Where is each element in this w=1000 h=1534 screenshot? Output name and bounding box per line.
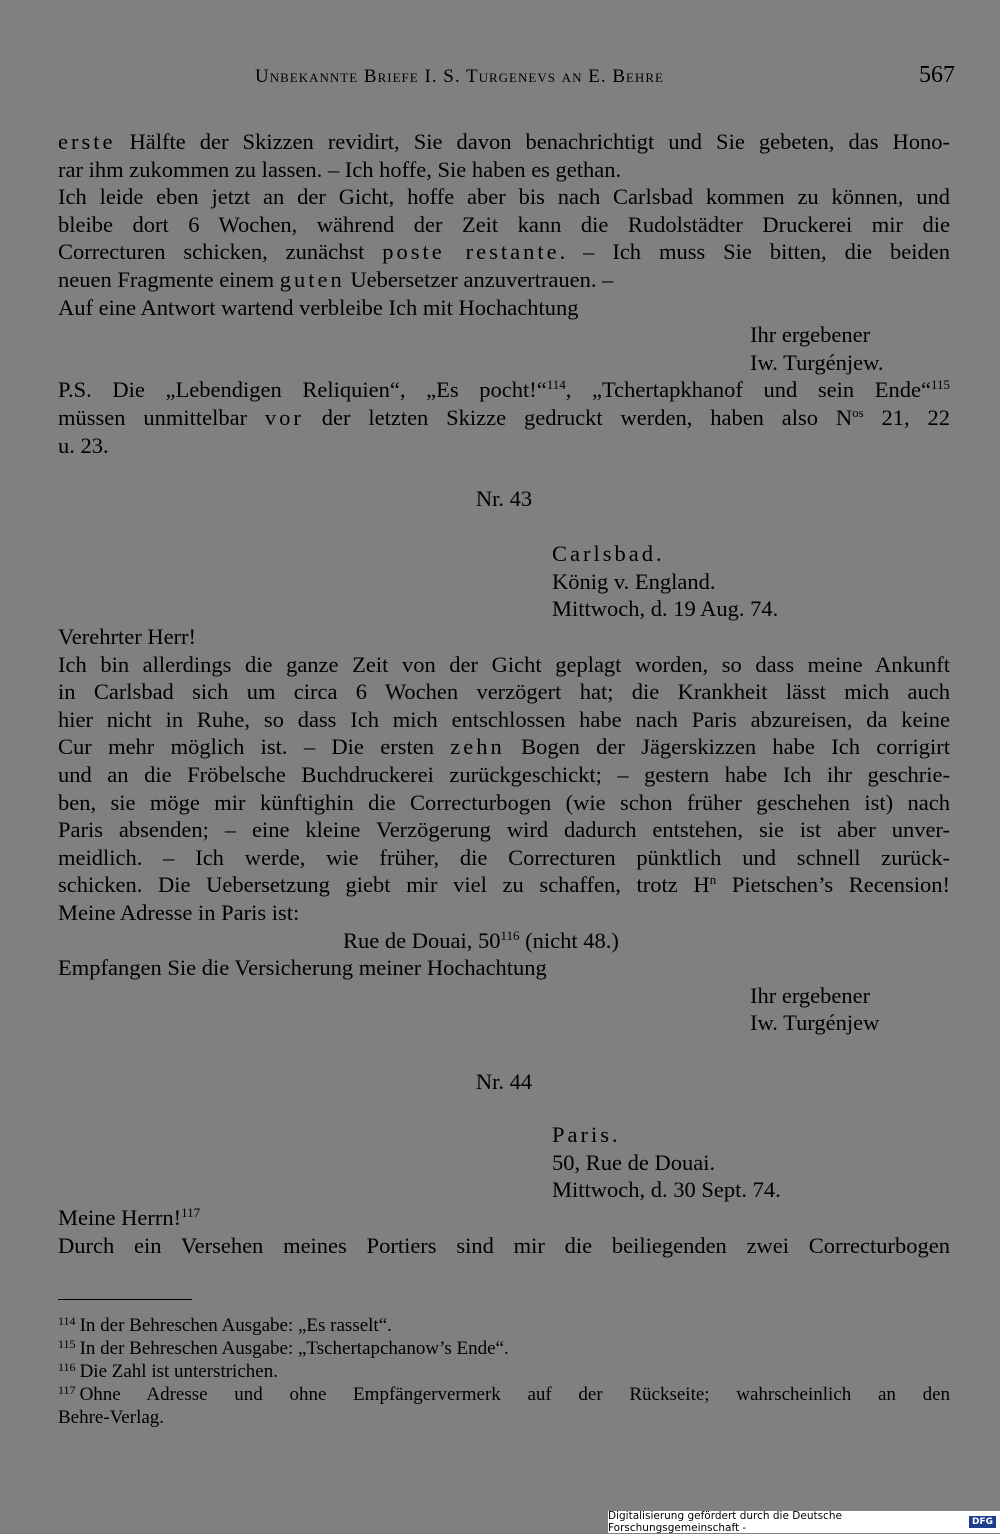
footnote: $^{116}$ Die Zahl ist unterstrichen. [58,1360,278,1382]
postscript-line: müssen unmittelbar vor der letzten Skizze gedruckt werden, haben also $N^{os}$ 21, 22 [58,404,950,430]
signature-name: Iw. Turgénjew. [750,349,884,375]
letter-42-continuation [58,128,950,459]
text-line: Ich leide eben jetzt an der Gicht, hoffe aber bis nach Carlsbad kommen zu können, und [58,184,950,210]
postscript-line: u. 23. [58,432,109,458]
text-line: Auf eine Antwort wartend verbleibe Ich mit Hochachtung [58,294,579,320]
footnote: $^{114}$ In der Behreschen Ausgabe: „Es rasselt“. [58,1314,392,1336]
text-line: neuen Fragmente einem guten Uebersetzer anzuvertrauen. – [58,266,614,292]
text-line: Durch ein Versehen meines Portiers sind mir die beiliegenden zwei Correcturbogen [58,1232,950,1258]
signature-line: Ihr ergebener [750,322,871,348]
salutation: Verehrter Herr! [58,624,197,649]
text-line: hier nicht in Ruhe, so dass Ich mich entschlossen habe nach Paris abzureisen, da keine [58,706,950,732]
footnote-ref: 114 [546,377,566,393]
digitization-credit [608,1511,1000,1533]
footnote-ref: 115 [930,377,950,393]
text-line: erste Hälfte der Skizzen revidirt, Sie davon benachrichtigt und Sie gebeten, das Hono- [58,129,950,154]
text-line: Cur mehr möglich ist. – Die ersten zehn Bogen der Jägerskizzen habe Ich corrigirt [58,734,950,760]
signature-line: Ihr ergebener [750,982,871,1008]
place-line: König v. England. [552,568,716,594]
footnote-divider [58,1299,192,1300]
text-line: rar ihm zukommen zu lassen. – Ich hoffe, Sie haben es gethan. [58,156,622,182]
footnote-continuation: Behre-Verlag. [58,1407,165,1428]
page-number: 567 [919,62,955,88]
dfg-logo-icon: DFG [969,1516,996,1528]
signature-name: Iw. Turgénjew [750,1010,880,1036]
place-line: Carlsbad. [552,541,665,566]
text-line: schicken. Die Uebersetzung giebt mir viel zu schaffen, trotz $H^n$ Pietschen’s Recension! [58,872,950,898]
text-line: Correcturen schicken, zunächst poste restante. – Ich muss Sie bitten, die beiden [58,239,950,265]
text-line: Paris absenden; – eine kleine Verzögerung wird dadurch entstehen, sie ist aber unver- [58,817,950,843]
footnote-ref: 117 [181,1205,201,1220]
address-line: Rue de Douai, $50^{116}$ (nicht 48.) [343,927,619,953]
letter-44-body [58,1204,950,1259]
text-line: bleibe dort 6 Wochen, während der Zeit kann die Rudolstädter Druckerei mir die [58,211,950,237]
running-title: Unbekannte Briefe I. S. Turgenevs an E. Behre [255,66,664,87]
place-line: 50, Rue de Douai. [552,1149,716,1175]
credit-text: Digitalisierung gefördert durch die Deutsche Forschungsgemeinschaft - [608,1510,842,1534]
text-line: meidlich. – Ich werde, wie früher, die Correcturen pünktlich und schnell zurück- [58,844,950,870]
text-line: in Carlsbad sich um circa 6 Wochen verzögert hat; die Krankheit lässt mich auch [58,679,950,705]
place-line: Paris. [552,1122,621,1147]
footnote-ref: 116 [500,927,520,943]
closing-line: Empfangen Sie die Versicherung meiner Hochachtung [58,955,547,981]
date-line: Mittwoch, d. 30 Sept. 74. [552,1177,781,1203]
text-line: und an die Fröbelsche Buchdruckerei zurückgeschickt; – gestern habe Ich ihr geschrie- [58,761,950,787]
text-line: ben, sie möge mir künftighin die Correcturbogen (wie schon früher geschehen ist) nach [58,789,950,815]
postscript-line: P.S. Die „Lebendigen Reliquien“, „Es pocht!“$^{114}$, „Tchertapkhanof und sein Ende“$^{115}$ [58,377,950,403]
salutation: Meine Herrn!$^{117}$ [58,1205,201,1230]
date-line: Mittwoch, d. 19 Aug. 74. [552,596,779,622]
letter-44-place [58,1121,950,1204]
text-line: Ich bin allerdings die ganze Zeit von der Gicht geplagt worden, so dass meine Ankunft [58,651,950,677]
letter-43-heading: Nr. 43 [475,486,533,511]
letter-43-place [58,540,950,623]
footnote: $^{117}$ Ohne Adresse und ohne Empfängervermerk auf der Rückseite; wahrscheinlich an den [58,1383,950,1405]
letter-44-heading: Nr. 44 [475,1069,533,1094]
letter-43-body [58,623,950,1037]
text-line: Meine Adresse in Paris ist: [58,899,300,925]
page-header [255,62,955,96]
footnotes [58,1314,950,1429]
footnote: $^{115}$ In der Behreschen Ausgabe: „Tschertapchanow’s Ende“. [58,1337,509,1359]
